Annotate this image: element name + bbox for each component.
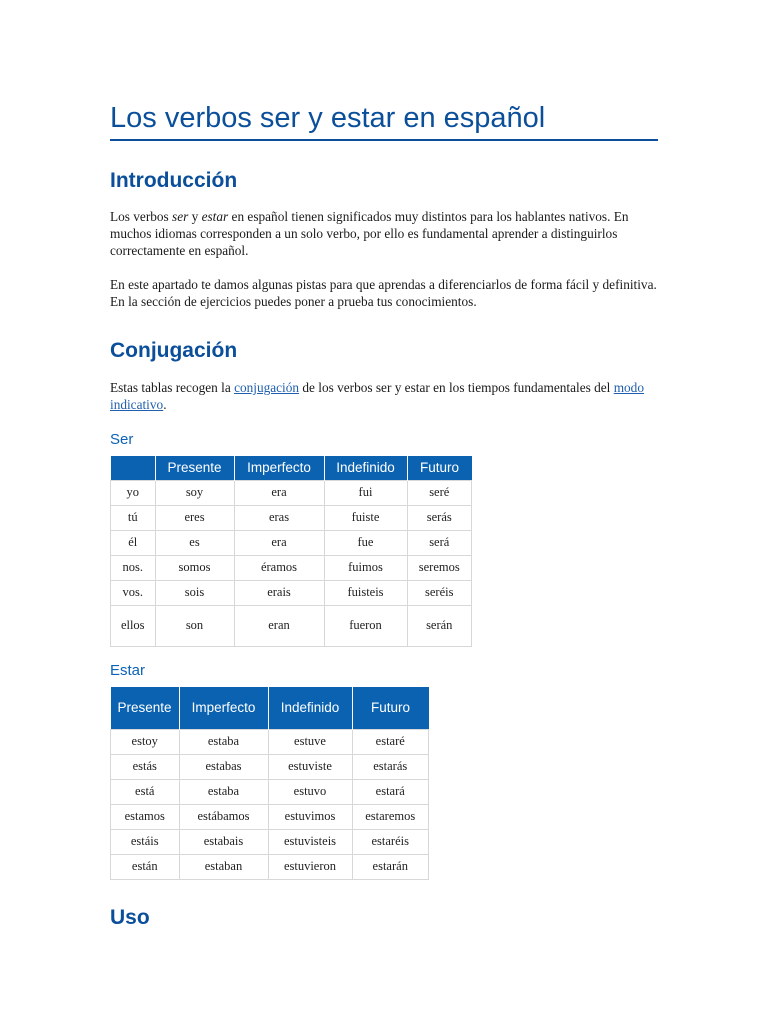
table-cell: estarás xyxy=(352,754,429,779)
table-cell: eran xyxy=(234,605,324,646)
intro-text-c: en español tienen significados muy distintos para los hablantes nativos. En muchos idiomas corresponden a un solo verbo, por ello es fundamental aprender a distinguirlos correctamente en español. xyxy=(110,209,629,258)
table-cell: estaréis xyxy=(352,829,429,854)
estar-header-cell: Indefinido xyxy=(268,687,352,729)
table-cell: estoy xyxy=(111,729,180,754)
ser-header-cell: Presente xyxy=(155,456,234,480)
conj-text-b: de los verbos ser y estar en los tiempos fundamentales del xyxy=(299,380,614,395)
estar-heading: Estar xyxy=(110,662,146,679)
table-cell: estuvieron xyxy=(268,854,352,879)
ser-header-row xyxy=(111,456,472,480)
table-cell: estaba xyxy=(179,779,268,804)
table-cell: vos. xyxy=(111,580,156,605)
estar-table xyxy=(110,687,429,880)
table-cell: fuimos xyxy=(324,555,407,580)
estar-header-cell: Futuro xyxy=(352,687,429,729)
table-cell: serás xyxy=(407,505,472,530)
table-cell: yo xyxy=(111,480,156,505)
table-cell: eras xyxy=(234,505,324,530)
table-cell: éramos xyxy=(234,555,324,580)
table-cell: fue xyxy=(324,530,407,555)
conj-paragraph xyxy=(110,380,658,414)
intro-heading: Introducción xyxy=(110,169,238,192)
ser-header-cell: Futuro xyxy=(407,456,472,480)
table-cell: estáis xyxy=(111,829,180,854)
table-cell: tú xyxy=(111,505,156,530)
table-cell: fuisteis xyxy=(324,580,407,605)
table-cell: estábamos xyxy=(179,804,268,829)
ser-header-cell: Imperfecto xyxy=(234,456,324,480)
table-cell: fui xyxy=(324,480,407,505)
estar-header-cell: Imperfecto xyxy=(179,687,268,729)
table-cell: era xyxy=(234,480,324,505)
table-cell: seremos xyxy=(407,555,472,580)
table-cell: será xyxy=(407,530,472,555)
table-cell: estás xyxy=(111,754,180,779)
table-row xyxy=(111,580,472,605)
table-cell: está xyxy=(111,779,180,804)
table-cell: somos xyxy=(155,555,234,580)
table-cell: estará xyxy=(352,779,429,804)
intro-paragraph-1 xyxy=(110,209,658,259)
table-row xyxy=(111,505,472,530)
uso-heading: Uso xyxy=(110,906,150,929)
table-row xyxy=(111,754,429,779)
conjugacion-link[interactable]: conjugación xyxy=(234,380,300,395)
table-cell: estaba xyxy=(179,729,268,754)
intro-paragraph-2: En este apartado te damos algunas pistas para que aprendas a diferenciarlos de forma fácil y definitiva. En la sección de ejercicios puedes poner a prueba tus conocimientos. xyxy=(110,277,657,309)
table-cell: nos. xyxy=(111,555,156,580)
table-row xyxy=(111,480,472,505)
intro-text-a: Los verbos xyxy=(110,209,173,224)
table-cell: estuve xyxy=(268,729,352,754)
table-cell: estaremos xyxy=(352,804,429,829)
estar-header-cell: Presente xyxy=(111,687,180,729)
table-row xyxy=(111,555,472,580)
table-cell: estamos xyxy=(111,804,180,829)
table-cell: fuiste xyxy=(324,505,407,530)
intro-term-estar: estar xyxy=(201,209,229,224)
table-cell: eres xyxy=(155,505,234,530)
table-row xyxy=(111,530,472,555)
ser-heading: Ser xyxy=(110,431,134,448)
table-cell: sois xyxy=(155,580,234,605)
table-row xyxy=(111,854,429,879)
table-row xyxy=(111,829,429,854)
conj-heading: Conjugación xyxy=(110,339,238,362)
table-cell: estuviste xyxy=(268,754,352,779)
table-cell: estaban xyxy=(179,854,268,879)
ser-header-cell xyxy=(111,456,156,480)
table-row xyxy=(111,729,429,754)
table-cell: erais xyxy=(234,580,324,605)
table-row xyxy=(111,779,429,804)
table-cell: seré xyxy=(407,480,472,505)
table-cell: era xyxy=(234,530,324,555)
table-cell: ellos xyxy=(111,605,156,646)
ser-header-cell: Indefinido xyxy=(324,456,407,480)
table-cell: estuvo xyxy=(268,779,352,804)
table-cell: es xyxy=(155,530,234,555)
table-cell: estuvimos xyxy=(268,804,352,829)
intro-text-b: y xyxy=(188,209,202,224)
intro-term-ser: ser xyxy=(172,209,189,224)
page-title: Los verbos ser y estar en español xyxy=(110,100,658,141)
table-cell: son xyxy=(155,605,234,646)
table-cell: soy xyxy=(155,480,234,505)
table-cell: él xyxy=(111,530,156,555)
table-cell: estuvisteis xyxy=(268,829,352,854)
conj-text-c: . xyxy=(163,396,167,412)
modo-indicativo-link[interactable]: modo indicativo xyxy=(110,380,644,412)
table-cell: seréis xyxy=(407,580,472,605)
table-cell: estarán xyxy=(352,854,429,879)
table-cell: estabas xyxy=(179,754,268,779)
table-cell: estaré xyxy=(352,729,429,754)
table-cell: están xyxy=(111,854,180,879)
table-row xyxy=(111,804,429,829)
table-cell: fueron xyxy=(324,605,407,646)
table-row xyxy=(111,605,472,646)
ser-table xyxy=(110,456,472,647)
estar-header-row xyxy=(111,687,429,729)
table-cell: serán xyxy=(407,605,472,646)
table-cell: estabais xyxy=(179,829,268,854)
conj-text-a: Estas tablas recogen la xyxy=(110,380,235,395)
